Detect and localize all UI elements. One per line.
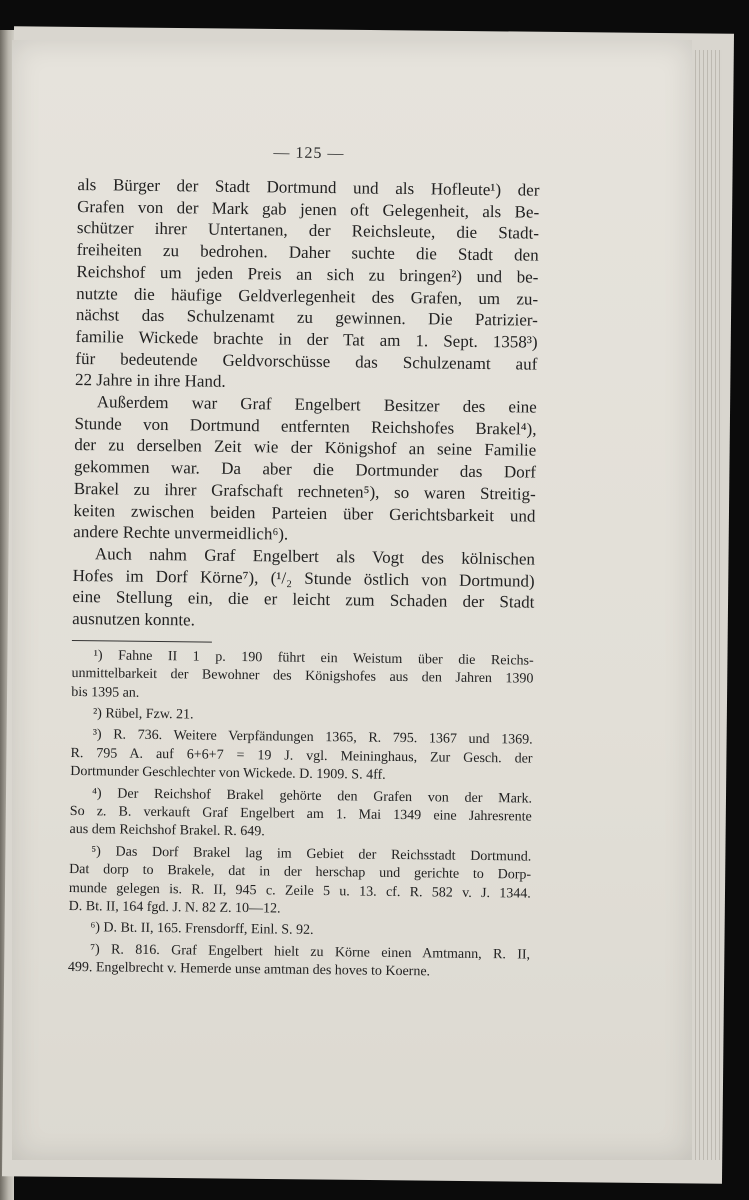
footnote-line: Dat dorp to Brakele, dat in der herschap und gerichte to Dorp-	[69, 862, 532, 883]
paragraph-line: Grafen von der Mark gab jenen oft Gelegenheit, als Be-	[77, 196, 540, 222]
footnote-line: ⁴) Der Reichshof Brakel gehörte den Grafen von der Mark.	[91, 785, 533, 807]
paragraph-line: als Bürger der Stadt Dortmund und als Hofleute¹) der	[77, 174, 540, 200]
footnote-line: ³) R. 736. Weitere Verpfändungen 1365, R. 795. 1367 und 1369.	[92, 727, 533, 748]
paragraph-line: eine Stellung ein, die er leicht zum Schaden der Stadt	[72, 587, 535, 612]
footnote-line: ⁷) R. 816. Graf Engelbert hielt zu Körne einen Amtmann, R. II,	[90, 942, 531, 963]
paragraph-line: 22 Jahre in ihre Hand.	[74, 370, 226, 392]
paragraph-line: schützer ihrer Untertanen, der Reichsleute, die Stadt-	[76, 218, 540, 244]
paragraph-line: Brakel zu ihrer Grafschaft rechneten⁵), so waren Streitig-	[73, 478, 536, 504]
footnote-line: So z. B. verkauft Graf Engelbert am 1. Mai 1349 eine Jahresrente	[69, 803, 532, 825]
footnotes	[68, 647, 534, 987]
paragraph-line: für bedeutende Geldvorschüsse das Schulzenamt auf	[75, 348, 538, 374]
paragraph-line: nutzte die häufige Geldverlegenheit des Grafen, um zu-	[76, 283, 539, 309]
footnote-rule	[72, 640, 212, 643]
footnote-line: R. 795 A. auf 6+6+7 = 19 J. vgl. Meininghaus, Zur Gesch. der	[70, 745, 533, 767]
paragraph-line: Reichshof um jeden Preis an sich zu bringen²) und be-	[76, 261, 539, 287]
paragraph-line: freiheiten zu bedrohen. Daher suchte die Stadt den	[76, 240, 539, 265]
footnote-line: D. Bt. II, 164 fgd. J. N. 82 Z. 10—12.	[68, 898, 281, 917]
footnote-line: munde gelegen is. R. II, 945 c. Zeile 5 u. 13. cf. R. 582 v. J. 1344.	[68, 880, 531, 902]
paragraph-line: gekommen war. Da aber die Dortmunder das Dorf	[73, 457, 537, 482]
paragraph-line: Hofes im Dorf Körne⁷), (¹/₂ Stunde östlich von Dortmund)	[72, 565, 535, 591]
footnote-line: unmittelbarkeit der Bewohner des Königshofes aus den Jahren 1390	[71, 666, 534, 687]
paragraph-line: ausnutzen konnte.	[72, 609, 196, 630]
paragraph-line: nächst das Schulzenamt zu gewinnen. Die Patrizier-	[75, 305, 538, 330]
footnote-line: bis 1395 an.	[71, 684, 140, 701]
page-number: — 125 —	[273, 144, 345, 163]
paragraph-line: keiten zwischen beiden Parteien über Gerichtsbarkeit und	[73, 500, 536, 526]
paragraph-line: Außerdem war Graf Engelbert Besitzer des eine	[96, 392, 537, 417]
paragraph-line: andere Rechte unvermeidlich⁶).	[73, 522, 289, 544]
paragraph-line: Auch nahm Graf Engelbert als Vogt des kölnischen	[94, 544, 536, 569]
paragraph-line: Stunde von Dortmund entfernten Reichshofes Brakel⁴),	[74, 413, 537, 439]
page-content	[68, 142, 540, 986]
footnote-line: ⁶) D. Bt. II, 165. Frensdorff, Einl. S. 92.	[90, 920, 314, 939]
footnote-line: Dortmunder Geschlechter von Wickede. D. 1909. S. 4ff.	[70, 764, 386, 784]
footnote-line: ²) Rübel, Fzw. 21.	[92, 706, 194, 723]
paragraph-line: der zu derselben Zeit wie der Königshof an seine Familie	[74, 435, 537, 461]
footnote-line: 499. Engelbrecht v. Hemerde unse amtman des hoves to Koerne.	[67, 960, 431, 980]
paragraph-line: familie Wickede brachte in der Tat am 1. Sept. 1358³)	[75, 326, 538, 352]
footnote-line: aus dem Reichshof Brakel. R. 649.	[69, 822, 265, 840]
body-text	[72, 174, 540, 635]
footnote-line: ¹) Fahne II 1 p. 190 führt ein Weistum über die Reichs-	[93, 647, 534, 669]
footnote-line: ⁵) Das Dorf Brakel lag im Gebiet der Reichsstadt Dortmund.	[91, 844, 532, 865]
